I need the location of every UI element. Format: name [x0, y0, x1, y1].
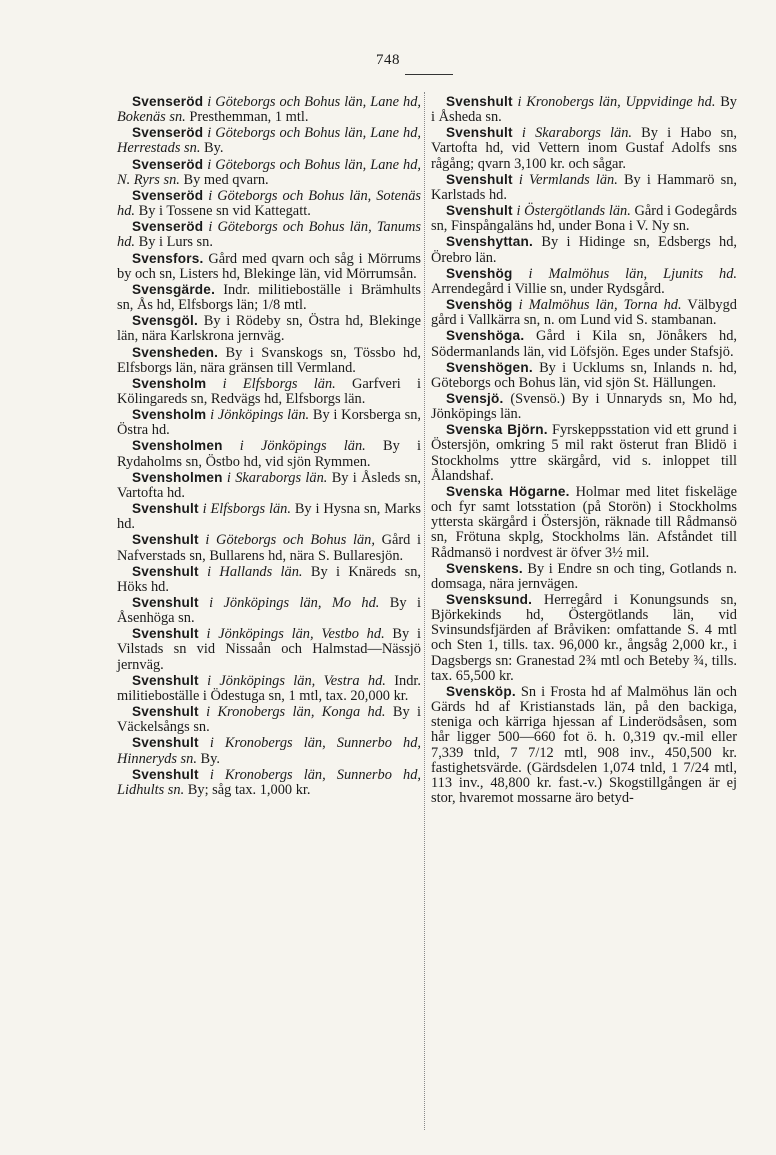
gazetteer-entry	[431, 422, 737, 484]
entry-description: Indr. militieboställe i Ödestuga sn, 1 mtl, tax. 20,000 kr.	[117, 672, 421, 704]
entry-description: Gård i Nafverstads sn, Bullarens hd, nära S. Bullaresjön.	[117, 532, 422, 564]
gazetteer-entry	[431, 297, 737, 328]
gazetteer-entry	[431, 592, 737, 684]
gazetteer-entry	[117, 626, 421, 672]
entry-headword: Svenshult	[132, 766, 199, 782]
gazetteer-entry	[431, 203, 737, 234]
entry-description: By i Åsenhöga sn.	[117, 595, 421, 627]
gazetteer-entry	[117, 407, 421, 438]
entry-description: Fyrskeppsstation vid ett grund i Östersjön, omkring 5 mil rakt österut fran Blidö i Stockholms yttre skärgård, vid s. inloppet till Ålandshaf.	[431, 422, 737, 484]
entry-description: By i Ucklums sn, Inlands n. hd, Göteborgs och Bohus län, vid sjön St. Hällungen.	[431, 359, 737, 391]
entry-description: By i Korsberga sn, Östra hd.	[117, 407, 421, 439]
entry-description: Indr. militieboställe i Brämhults sn, Ås hd, Elfsborgs län; 1/8 mtl.	[117, 281, 421, 314]
entry-headword: Svenseröd	[132, 219, 204, 235]
entry-description: By.	[200, 140, 224, 157]
entry-description: By med qvarn.	[179, 171, 269, 188]
entry-headword: Svensksund.	[446, 592, 533, 607]
gazetteer-entry	[117, 767, 421, 798]
entry-headword: Svensholmen	[132, 438, 223, 454]
gazetteer-entry	[117, 282, 421, 313]
entry-description: By i Rydaholms sn, Östbo hd, vid sjön Rymmen.	[117, 438, 421, 470]
gazetteer-entry	[431, 391, 737, 422]
entry-location: i Kronobergs län, Uppvidinge hd.	[512, 94, 716, 110]
entry-description: By i Vilstads sn vid Nissaån och Halmstad—Nässjö jernväg.	[117, 626, 421, 673]
entry-description: By i Rödeby sn, Östra hd, Blekinge län, nära Karlskrona jernväg.	[117, 313, 421, 345]
entry-description: By.	[196, 750, 221, 767]
left-column	[117, 94, 421, 798]
gazetteer-entry	[431, 234, 737, 265]
entry-headword: Svenshult	[132, 501, 199, 517]
entry-headword: Svenshult	[132, 672, 199, 688]
entry-location: i Göteborgs och Bohus län, Tanums hd.	[117, 219, 421, 251]
entry-location: i Jönköpings län.	[206, 407, 310, 424]
gazetteer-entry	[117, 735, 421, 766]
entry-headword: Svenseröd	[132, 187, 204, 203]
entry-description: By i Åsheda sn.	[431, 94, 737, 126]
entry-description: Gård med qvarn och såg i Mörrums by och sn, Listers hd, Blekinge län, vid Mörrumsån.	[117, 250, 421, 282]
gazetteer-entry	[431, 266, 737, 297]
entry-description: Gård i Godegårds sn, Finspångaläns hd, under Bona i V. Ny sn.	[431, 203, 737, 235]
entry-description: Gård i Kila sn, Jönåkers hd, Södermanlands län, vid Löfsjön. Eges under Stafsjö.	[431, 328, 737, 360]
entry-description: By i Tossene sn vid Kattegatt.	[135, 203, 311, 220]
column-divider	[424, 92, 425, 1130]
entry-headword: Svensheden.	[132, 344, 219, 360]
entry-headword: Svenshult	[132, 735, 199, 751]
gazetteer-entry	[431, 172, 737, 203]
entry-description: By i Habo sn, Vartofta hd, vid Vettern inom Gustaf Adolfs sns rågång; qvarn 3,100 kr. och sågar.	[431, 125, 737, 172]
entry-location: i Göteborgs och Bohus län, Lane hd, Bokenäs sn.	[117, 94, 421, 126]
gazetteer-entry	[117, 219, 421, 250]
entry-description: Holmar med litet fiskeläge och fyr samt lotsstation (på Storön) i Stockholms yttersta skärgård i Östersjön, räknade till Rådmansö sn, Frötuna skplg, Stockholms län. Afståndet till Rådmansö i nordvest är öfver 3½ mil.	[431, 483, 737, 561]
gazetteer-entry	[117, 501, 421, 532]
gazetteer-entry	[117, 595, 421, 626]
entry-location: i Östergötlands län.	[512, 203, 631, 220]
entry-headword: Svenseröd	[132, 156, 204, 172]
entry-headword: Svenskens.	[446, 560, 523, 576]
gazetteer-entry	[431, 328, 737, 359]
entry-headword: Svensholmen	[132, 469, 223, 485]
entry-headword: Svensgöl.	[132, 313, 199, 329]
entry-location: i Jönköpings län, Vestbo hd.	[198, 626, 385, 643]
entry-location: i Göteborgs och Bohus län,	[198, 532, 375, 549]
entry-location: i Kronobergs län, Sunnerbo hd, Hinneryds sn.	[117, 735, 421, 767]
entry-description: By i Väckelsångs sn.	[117, 704, 421, 736]
entry-headword: Svenska Björn.	[446, 422, 548, 438]
gazetteer-entry	[117, 345, 421, 376]
entry-headword: Svenshult	[446, 171, 513, 187]
entry-headword: Svenshult	[132, 532, 199, 548]
gazetteer-entry	[431, 561, 737, 592]
gazetteer-entry	[117, 125, 421, 156]
entry-location: i Jönköpings län, Mo hd.	[198, 595, 380, 611]
gazetteer-entry	[431, 360, 737, 391]
entry-headword: Svenshult	[446, 94, 513, 109]
entry-location: i Vermlands län.	[512, 171, 618, 188]
page-number-rule	[405, 74, 453, 75]
gazetteer-entry	[431, 125, 737, 171]
entry-description: Arrendegård i Villie sn, under Rydsgård.	[431, 280, 665, 297]
entry-location: i Elfsborgs län.	[206, 375, 336, 392]
entry-headword: Svensfors.	[132, 250, 204, 266]
entry-location: i Göteborgs och Bohus län, Lane hd, Herrestads sn.	[117, 125, 421, 157]
entry-location: i Malmöhus län, Torna hd.	[512, 297, 682, 314]
gazetteer-entry	[431, 94, 737, 125]
entry-headword: Svensholm	[132, 407, 207, 423]
entry-description: By i Lurs sn.	[135, 234, 213, 251]
entry-headword: Svenseröd	[132, 125, 204, 141]
gazetteer-entry	[117, 564, 421, 595]
entry-headword: Svenshög	[446, 297, 513, 313]
entry-headword: Svenshult	[446, 125, 513, 141]
gazetteer-entry	[117, 532, 421, 563]
entry-description: By i Åsleds sn, Vartofta hd.	[117, 469, 422, 501]
entry-headword: Svenshult	[132, 595, 199, 610]
entry-headword: Svensjö.	[446, 390, 504, 406]
entry-description: By i Hammarö sn, Karlstads hd.	[431, 171, 737, 203]
entry-headword: Svensköp.	[446, 683, 516, 699]
entry-location: i Göteborgs och Bohus län, Lane hd, N. Ryrs sn.	[117, 156, 421, 188]
entry-location: i Kronobergs län, Konga hd.	[198, 704, 386, 721]
entry-headword: Svenseröd	[132, 94, 204, 109]
entry-headword: Svensgärde.	[132, 281, 216, 297]
entry-location: i Hallands län.	[198, 563, 303, 580]
entry-headword: Svenshult	[446, 203, 513, 219]
entry-headword: Svenska Högarne.	[446, 483, 570, 499]
entry-headword: Svenshögen.	[446, 359, 533, 375]
gazetteer-entry	[117, 470, 421, 501]
right-column	[431, 94, 737, 806]
entry-description: By i Hidinge sn, Edsbergs hd, Örebro län.	[431, 234, 737, 266]
entry-headword: Svenshult	[132, 704, 199, 720]
entry-headword: Svenshult	[132, 563, 199, 579]
entry-location: i Skaraborgs län.	[512, 125, 633, 142]
gazetteer-entry	[117, 157, 421, 188]
entry-description: By i Knäreds sn, Höks hd.	[117, 563, 421, 595]
gazetteer-entry	[117, 673, 421, 704]
gazetteer-entry	[431, 484, 737, 561]
entry-headword: Svenshöga.	[446, 328, 525, 344]
entry-location: i Jönköpings län, Vestra hd.	[198, 672, 386, 689]
entry-description: (Svensö.) By i Unnaryds sn, Mo hd, Jönköpings län.	[431, 390, 737, 423]
entry-description: By i Hysna sn, Marks hd.	[117, 501, 421, 533]
entry-description: Välbygd gård i Vallkärra sn, n. om Lund vid S. stambanan.	[431, 297, 737, 329]
entry-location: i Malmöhus län, Ljunits hd.	[512, 265, 737, 282]
entry-location: i Göteborgs och Bohus län, Sotenäs hd.	[117, 187, 421, 220]
gazetteer-entry	[117, 188, 421, 219]
entry-description: By i Endre sn och ting, Gotlands n. domsaga, nära jernvägen.	[431, 560, 737, 592]
page-number: 748	[376, 52, 400, 68]
gazetteer-entry	[117, 251, 421, 282]
entry-description: Herregård i Konungsunds sn, Björkekinds hd, Östergötlands län, vid Svinsundsfjärden af Bråviken: omfattande S. 4 mtl och Sten 1, tills. tax. 96,000 kr., ångsåg 2,000 kr., i Dagsbergs sn: Granestad 2¾ mtl och Beteby ¾, tills. tax. 65,500 kr.	[431, 592, 737, 684]
entry-location: i Kronobergs län, Sunnerbo hd, Lidhults sn.	[117, 766, 421, 798]
entry-description: By i Svanskogs sn, Tössbo hd, Elfsborgs län, nära gränsen till Vermland.	[117, 344, 421, 376]
gazetteer-entry	[117, 376, 421, 407]
gazetteer-entry	[117, 313, 421, 344]
entry-location: i Skaraborgs län.	[222, 469, 328, 486]
entry-description: Garfveri i Kölingareds sn, Redvägs hd, Elfsborgs län.	[117, 375, 421, 407]
entry-headword: Svenshult	[132, 626, 199, 642]
gazetteer-entry	[117, 704, 421, 735]
entry-headword: Svenshyttan.	[446, 234, 534, 250]
gazetteer-entry	[117, 438, 421, 469]
entry-description: Sn i Frosta hd af Malmöhus län och Gärds hd af Kristianstads län, på den backiga, steniga och kärriga hjessan af Linderödsåsen, som hår ligger 500—660 fot ö. h. 0,319 qv.-mil eller 7,339 tnld, 7 7/12 mtl, 908 inv., 450,500 kr. fastighetsvärde. (Gärdsdelen 1,074 tnld, 1 7/24 mtl, 113 inv., 48,800 kr. fast.-v.) Skogstillgången är ej stor, hvaremot mossarne äro betyd-	[431, 683, 737, 807]
gazetteer-entry	[117, 94, 421, 125]
entry-headword: Svensholm	[132, 375, 207, 391]
entry-location: i Elfsborgs län.	[198, 501, 291, 518]
gazetteer-entry	[431, 684, 737, 806]
entry-description: By; såg tax. 1,000 kr.	[184, 781, 311, 798]
entry-headword: Svenshög	[446, 265, 513, 281]
entry-location: i Jönköpings län.	[222, 438, 366, 455]
entry-description: Presthemman, 1 mtl.	[185, 109, 309, 126]
